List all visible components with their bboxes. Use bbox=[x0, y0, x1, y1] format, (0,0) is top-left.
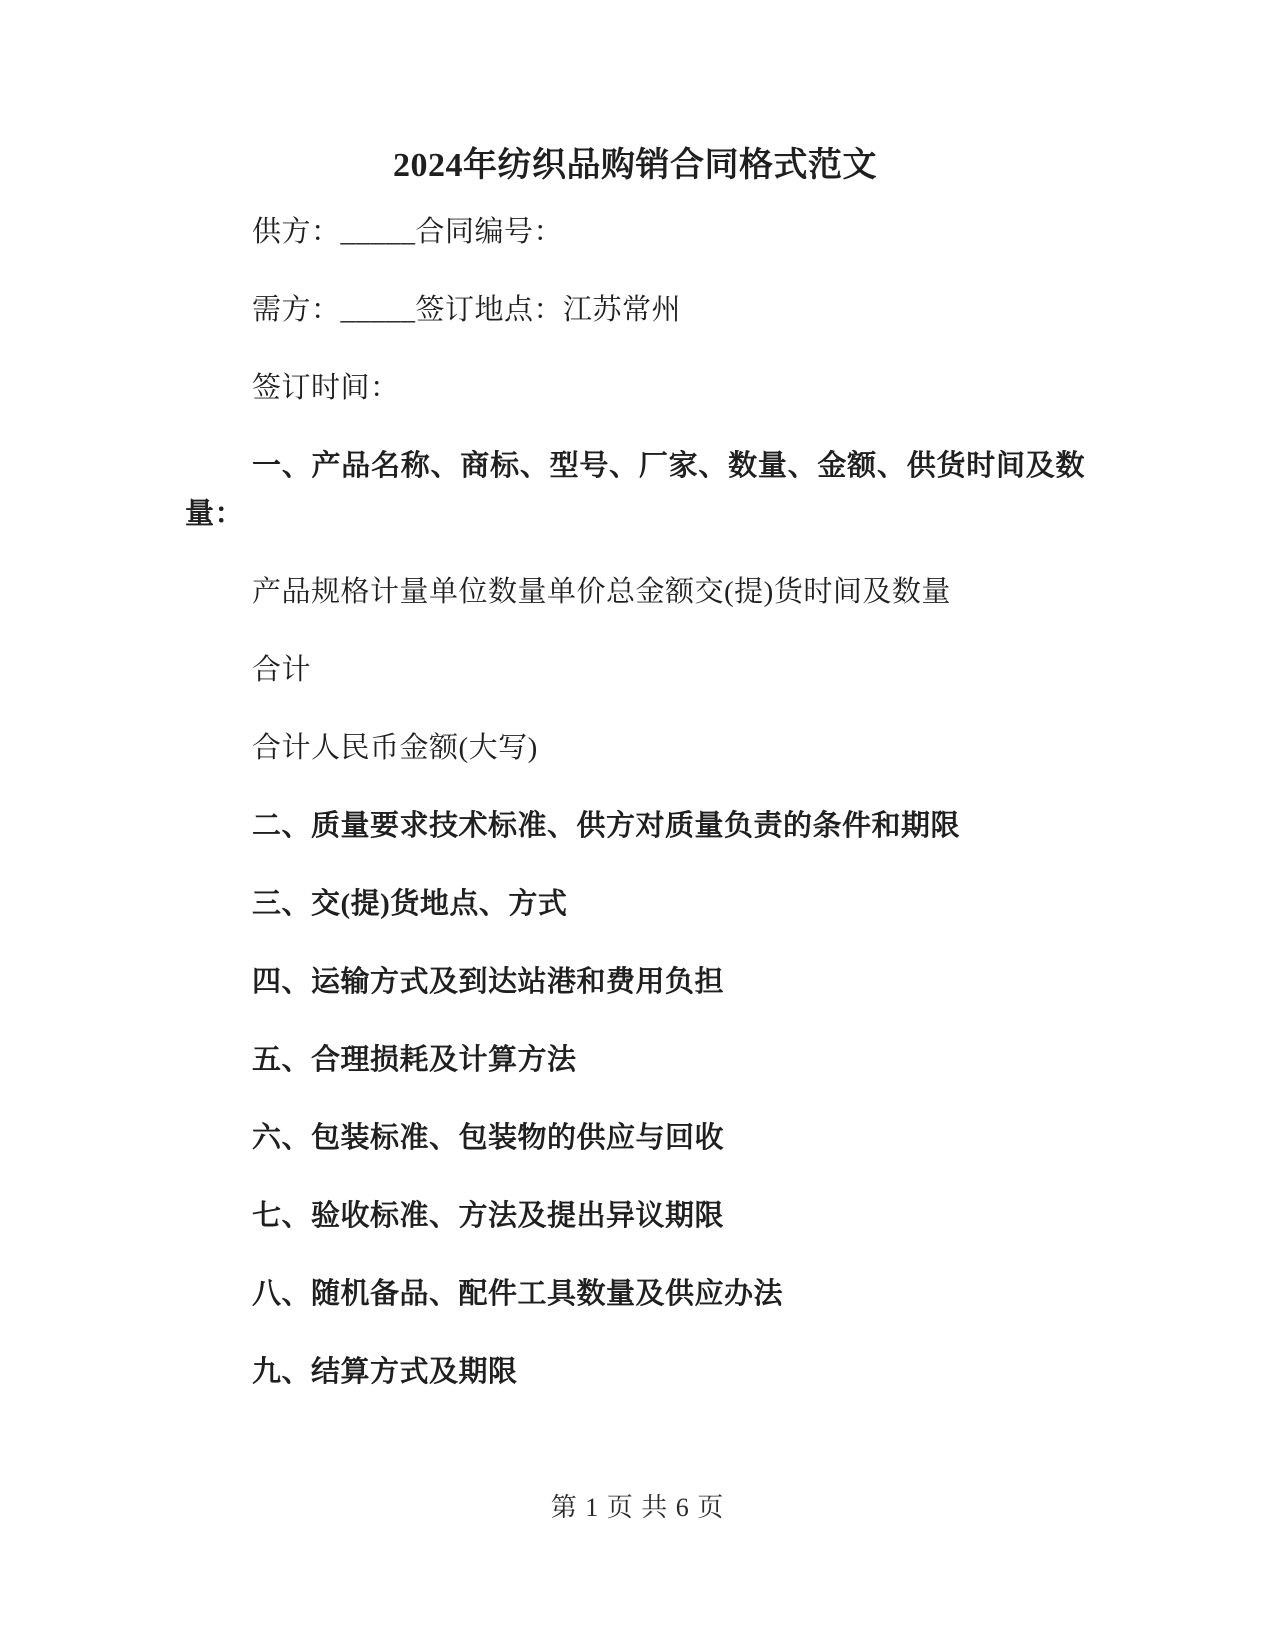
supplier-line: 供方：_____合同编号： bbox=[252, 216, 564, 248]
clause-9-settlement: 九、结算方式及期限 bbox=[252, 1356, 518, 1388]
document-title bbox=[185, 142, 1085, 190]
clause-2-quality: 二、质量要求技术标准、供方对质量负责的条件和期限 bbox=[252, 810, 961, 842]
clause-6-packaging: 六、包装标准、包装物的供应与回收 bbox=[252, 1122, 725, 1154]
document-title-text: 2024年纺织品购销合同格式范文 bbox=[393, 147, 877, 184]
total-amount-words-line: 合计人民币金额(大写) bbox=[252, 732, 538, 764]
clause-5-reasonable-loss: 五、合理损耗及计算方法 bbox=[252, 1044, 577, 1076]
page-number-indicator: 第 1 页 共 6 页 bbox=[550, 1493, 725, 1522]
clause-1-products: 一、产品名称、商标、型号、厂家、数量、金额、供货时间及数量： bbox=[185, 450, 1085, 530]
total-line: 合计 bbox=[252, 654, 312, 686]
clause-7-acceptance: 七、验收标准、方法及提出异议期限 bbox=[252, 1200, 725, 1232]
buyer-line: 需方：_____签订地点：江苏常州 bbox=[252, 294, 682, 326]
product-spec-line: 产品规格计量单位数量单价总金额交(提)货时间及数量 bbox=[252, 576, 951, 608]
clause-8-spare-parts: 八、随机备品、配件工具数量及供应办法 bbox=[252, 1278, 784, 1310]
document-body bbox=[185, 142, 1085, 1426]
clause-3-delivery-place: 三、交(提)货地点、方式 bbox=[252, 888, 568, 920]
signing-time-line: 签订时间： bbox=[252, 372, 400, 404]
clause-4-transport: 四、运输方式及到达站港和费用负担 bbox=[252, 966, 725, 998]
